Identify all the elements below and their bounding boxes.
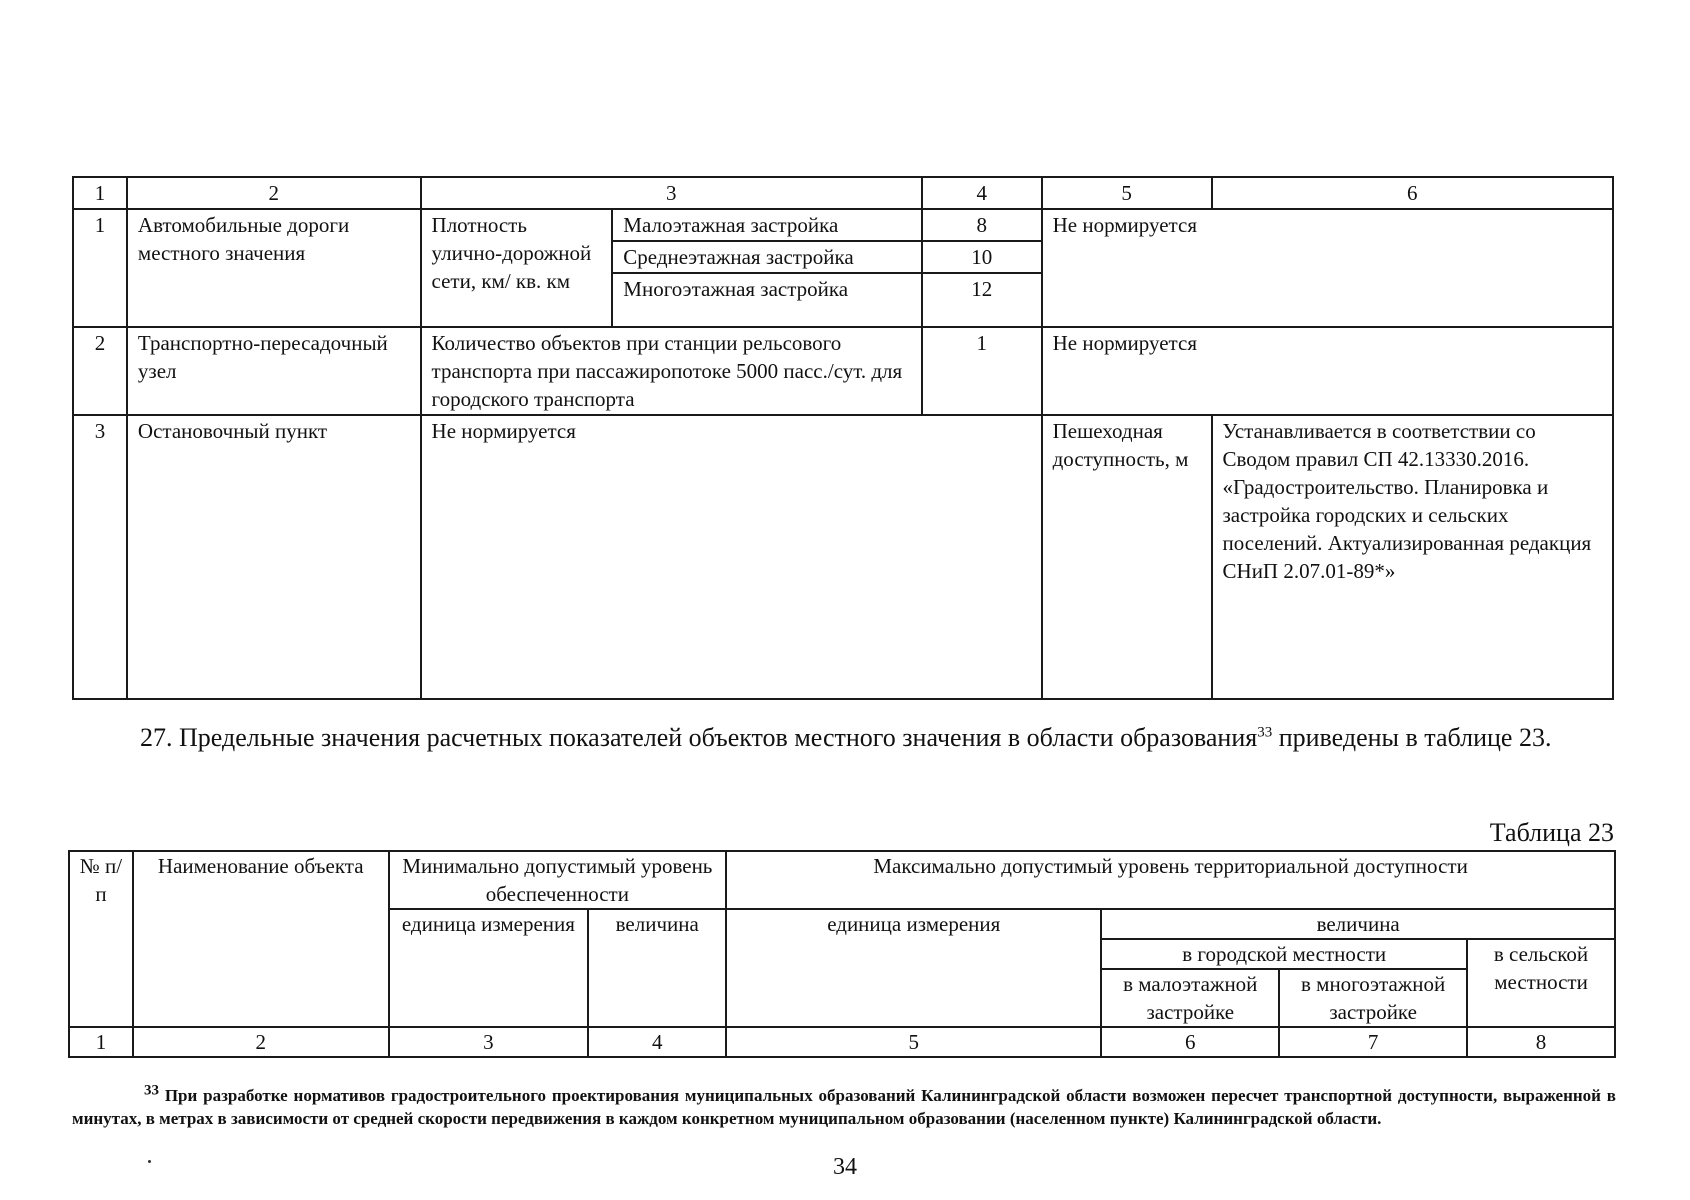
object-name: Остановочный пункт [127,415,421,699]
indicator-value: 12 [922,273,1042,327]
header-low-rise: в малоэтажной застройке [1101,969,1279,1027]
page-number: 34 [833,1154,857,1180]
header-max: Максимально допустимый уровень территориальной доступности [726,851,1615,909]
access-text: Не нормируется [1042,327,1613,415]
table-row [73,327,1613,415]
access-unit: Пешеходная доступность, м [1042,415,1212,699]
row-number: 2 [73,327,127,415]
footnote [72,1084,1616,1130]
table-row [73,415,1613,699]
footnote-text: При разработке нормативов градостроительного проектирования муниципальных образований Калининградской области возможен пересчет транспортной доступности, выраженной в минутах, в метрах в зависимости от средней скорости передвижения в каждом конкретном муниципальном образовании (населенном пункте) Калининградской области. [72,1086,1616,1128]
table-row [73,209,1613,241]
indicator: Плотность улично-дорожной сети, км/ кв. км [421,209,613,327]
access-text: Не нормируется [1042,209,1613,327]
indicator-value: 1 [922,327,1042,415]
table-23 [68,850,1616,1058]
header-high-rise: в многоэтажной застройке [1279,969,1467,1027]
header-cell: 5 [1042,177,1212,209]
column-number: 8 [1467,1027,1615,1057]
column-number: 7 [1279,1027,1467,1057]
header-urban: в городской местности [1101,939,1467,969]
column-number: 4 [588,1027,726,1057]
header-max-value: величина [1101,909,1615,939]
column-number: 2 [133,1027,389,1057]
header-cell: 6 [1212,177,1613,209]
row-number: 1 [73,209,127,327]
header-rural: в сельской местности [1467,939,1615,1027]
column-number: 1 [69,1027,133,1057]
paragraph-text: 27. Предельные значения расчетных показателей объектов местного значения в области образования [140,723,1258,752]
table-header-row [73,177,1613,209]
header-unit: единица измерения [389,909,589,1027]
indicator-value: 10 [922,241,1042,273]
indicator: Не нормируется [421,415,1042,699]
access-value: Устанавливается в соответствии со Сводом правил СП 42.13330.2016. «Градостроительство. Планировка и застройка городских и сельских поселений. Актуализированная редакция СНиП 2.07.01-89*» [1212,415,1613,699]
header-name: Наименование объекта [133,851,389,1027]
object-name: Транспортно-пересадочный узел [127,327,421,415]
header-min: Минимально допустимый уровень обеспеченности [389,851,727,909]
column-number: 5 [726,1027,1101,1057]
row-number: 3 [73,415,127,699]
header-cell: 1 [73,177,127,209]
table-caption: Таблица 23 [1489,818,1614,847]
header-cell: 4 [922,177,1042,209]
object-name: Автомобильные дороги местного значения [127,209,421,327]
paragraph-tail: приведены в таблице 23. [1272,723,1552,752]
table-22-continuation [72,176,1614,700]
header-max-unit: единица измерения [726,909,1101,1027]
header-cell: 3 [421,177,922,209]
indicator-value: 8 [922,209,1042,241]
paragraph-27 [72,722,1616,754]
building-type: Среднеэтажная застройка [612,241,922,273]
column-number: 3 [389,1027,589,1057]
header-num: № п/п [69,851,133,1027]
table-header-row [69,851,1615,909]
column-number: 6 [1101,1027,1279,1057]
building-type: Малоэтажная застройка [612,209,922,241]
footnote-mark: 33 [144,1082,159,1099]
indicator: Количество объектов при станции рельсового транспорта при пассажиропотоке 5000 пасс./сут. для городского транспорта [421,327,922,415]
table-number-row [69,1027,1615,1057]
footnote-ref: 33 [1257,724,1273,741]
header-cell: 2 [127,177,421,209]
building-type: Многоэтажная застройка [612,273,922,327]
header-value: величина [588,909,726,1027]
